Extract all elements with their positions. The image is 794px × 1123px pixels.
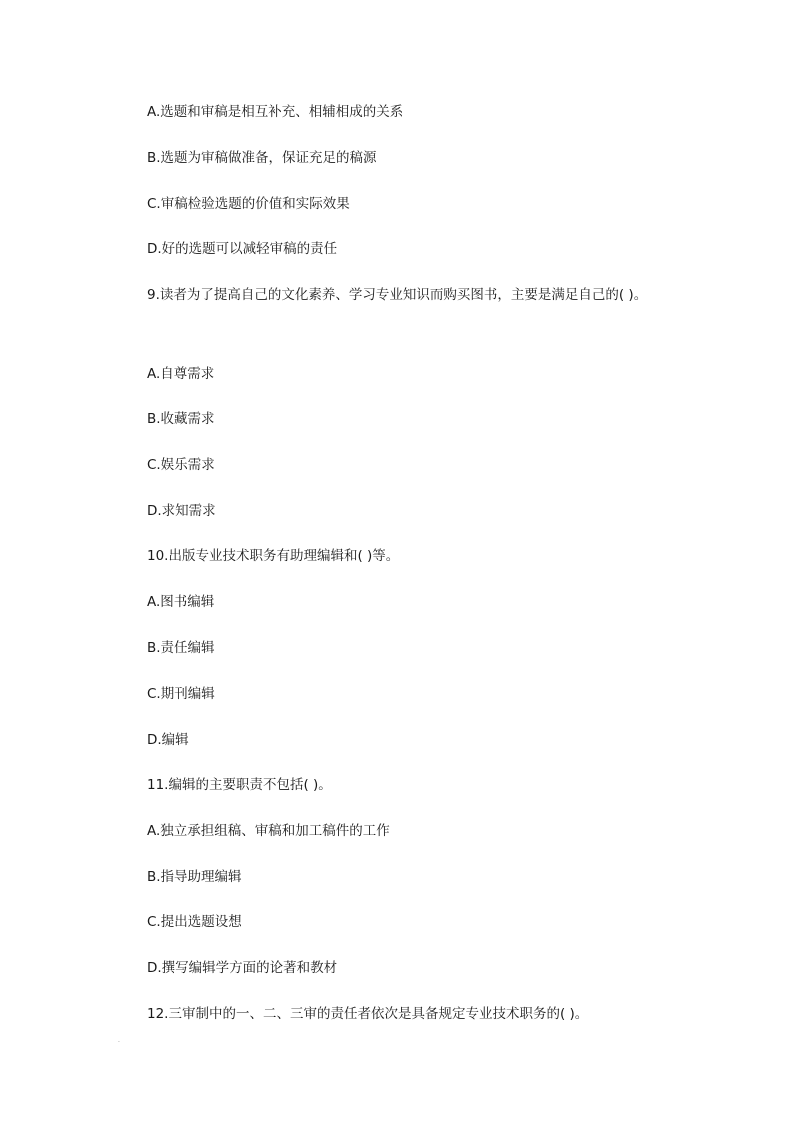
question-text: 9.读者为了提高自己的文化素养、学习专业知识而购买图书，主要是满足自己的( )。 bbox=[147, 287, 648, 303]
option-text: B.选题为审稿做准备，保证充足的稿源 bbox=[147, 150, 377, 166]
option-text: B.责任编辑 bbox=[147, 640, 215, 656]
option-text: A.自尊需求 bbox=[147, 366, 215, 382]
option-text: D.编辑 bbox=[147, 732, 189, 748]
option-text: C.审稿检验选题的价值和实际效果 bbox=[147, 196, 350, 212]
option-text: C.期刊编辑 bbox=[147, 686, 215, 702]
option-text: D.好的选题可以减轻审稿的责任 bbox=[147, 241, 338, 257]
option-text: D.撰写编辑学方面的论著和教材 bbox=[147, 960, 338, 976]
footer-mark: . bbox=[118, 1037, 120, 1044]
option-text: B.指导助理编辑 bbox=[147, 869, 242, 885]
option-text: A.选题和审稿是相互补充、相辅相成的关系 bbox=[147, 104, 404, 120]
question-text: 12.三审制中的一、二、三审的责任者依次是具备规定专业技术职务的( )。 bbox=[147, 1006, 589, 1022]
option-text: B.收藏需求 bbox=[147, 411, 215, 427]
option-text: D.求知需求 bbox=[147, 503, 216, 519]
question-text: 10.出版专业技术职务有助理编辑和( )等。 bbox=[147, 548, 400, 564]
question-text: 11.编辑的主要职责不包括( )。 bbox=[147, 777, 332, 793]
option-text: A.图书编辑 bbox=[147, 594, 215, 610]
option-text: A.独立承担组稿、审稿和加工稿件的工作 bbox=[147, 823, 390, 839]
option-text: C.提出选题设想 bbox=[147, 914, 242, 930]
option-text: C.娱乐需求 bbox=[147, 457, 215, 473]
